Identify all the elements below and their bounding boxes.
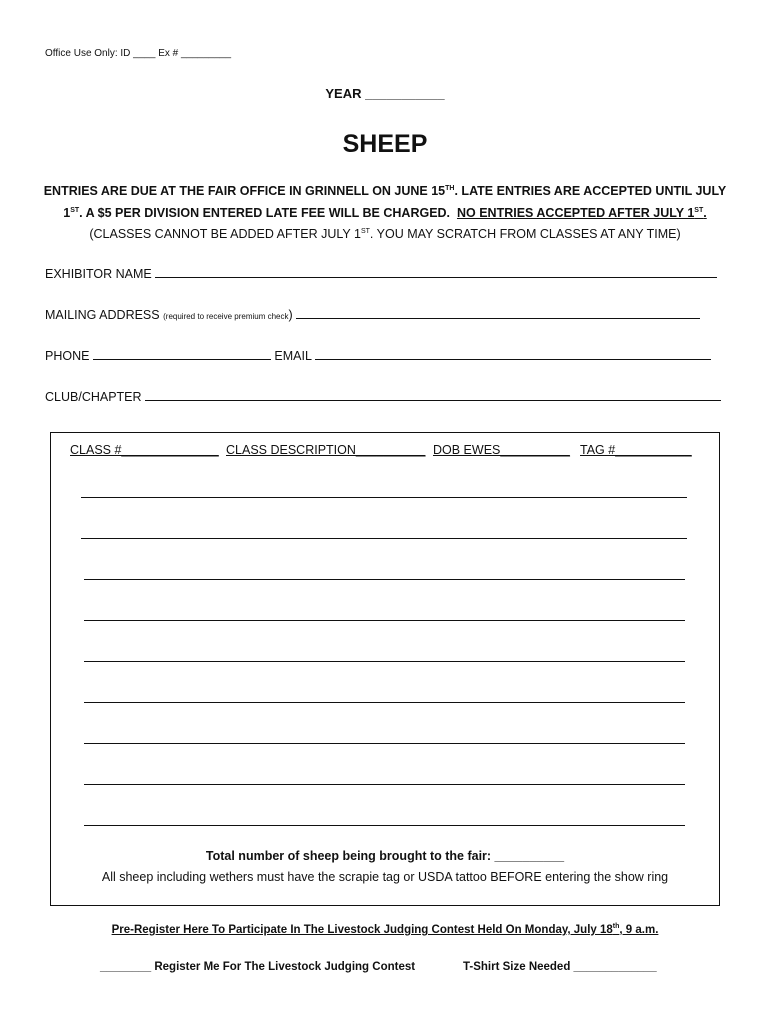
club-input[interactable]	[145, 389, 721, 401]
entry-line[interactable]	[81, 497, 687, 498]
mailing-address-input[interactable]	[296, 307, 700, 319]
page-title: SHEEP	[342, 130, 428, 158]
entry-line[interactable]	[84, 743, 685, 744]
superscript: ST	[70, 206, 80, 214]
club-label: CLUB/CHAPTER	[45, 390, 142, 404]
entry-line[interactable]	[84, 661, 685, 662]
header-class-description: CLASS DESCRIPTION__________	[226, 443, 426, 457]
entry-line[interactable]	[84, 784, 685, 785]
notice-text: ENTRIES ARE DUE AT THE FAIR OFFICE IN GRINNELL ON JUNE 15	[43, 184, 446, 198]
superscript: ST	[360, 227, 370, 235]
mailing-address-label: MAILING ADDRESS	[45, 308, 160, 322]
register-judging-contest[interactable]: ________ Register Me For The Livestock Judging Contest	[100, 961, 416, 973]
header-tag-number: TAG #___________	[580, 443, 692, 457]
pre-register-heading	[0, 924, 770, 936]
exhibitor-name-row	[45, 266, 717, 281]
header-dob-ewes: DOB EWES__________	[433, 443, 570, 457]
tshirt-size-field[interactable]: T-Shirt Size Needed _____________	[463, 961, 657, 973]
notice-text: .	[703, 206, 707, 220]
notice-text: (CLASSES CANNOT BE ADDED AFTER JULY 1	[89, 227, 361, 241]
prereg-text: Pre-Register Here To Participate In The Livestock Judging Contest Held On Monday, July 18	[111, 924, 613, 936]
notice-text: . YOU MAY SCRATCH FROM CLASSES AT ANY TIME)	[369, 227, 681, 241]
phone-input[interactable]	[93, 348, 271, 360]
email-input[interactable]	[315, 348, 711, 360]
year-field[interactable]: YEAR ___________	[325, 86, 445, 101]
notice-text: NO ENTRIES ACCEPTED AFTER JULY 1	[456, 206, 695, 220]
exhibitor-name-label: EXHIBITOR NAME	[45, 267, 152, 281]
phone-label: PHONE	[45, 349, 90, 363]
prereg-text: , 9 a.m.	[619, 924, 659, 936]
scrapie-tag-note: All sheep including wethers must have the scrapie tag or USDA tattoo BEFORE entering the show ring	[101, 870, 669, 884]
mailing-address-note: (required to receive premium check	[163, 312, 289, 321]
superscript: TH	[445, 184, 455, 192]
notice-line-2	[0, 206, 770, 220]
mailing-address-note-close: )	[288, 308, 293, 322]
class-entry-table	[50, 432, 720, 906]
mailing-address-row	[45, 307, 700, 322]
phone-email-row	[45, 348, 711, 363]
superscript: ST	[694, 206, 704, 214]
club-row	[45, 389, 721, 404]
superscript: th	[612, 923, 620, 931]
notice-text: . LATE ENTRIES ARE ACCEPTED UNTIL JULY	[454, 184, 727, 198]
exhibitor-name-input[interactable]	[155, 266, 717, 278]
notice-line-1	[0, 184, 770, 198]
entry-line[interactable]	[84, 579, 685, 580]
entry-line[interactable]	[81, 538, 687, 539]
notice-text: 1	[63, 206, 71, 220]
entry-line[interactable]	[84, 702, 685, 703]
notice-text: . A $5 PER DIVISION ENTERED LATE FEE WILL BE CHARGED.	[79, 206, 451, 220]
entry-line[interactable]	[84, 620, 685, 621]
entry-line[interactable]	[84, 825, 685, 826]
no-entries-warning	[457, 206, 707, 220]
email-label: EMAIL	[274, 349, 312, 363]
total-sheep[interactable]: Total number of sheep being brought to the fair: __________	[205, 849, 565, 863]
header-class-number: CLASS #______________	[70, 443, 219, 457]
notice-line-3	[0, 227, 770, 241]
office-use-only: Office Use Only: ID ____ Ex # _________	[45, 48, 232, 59]
